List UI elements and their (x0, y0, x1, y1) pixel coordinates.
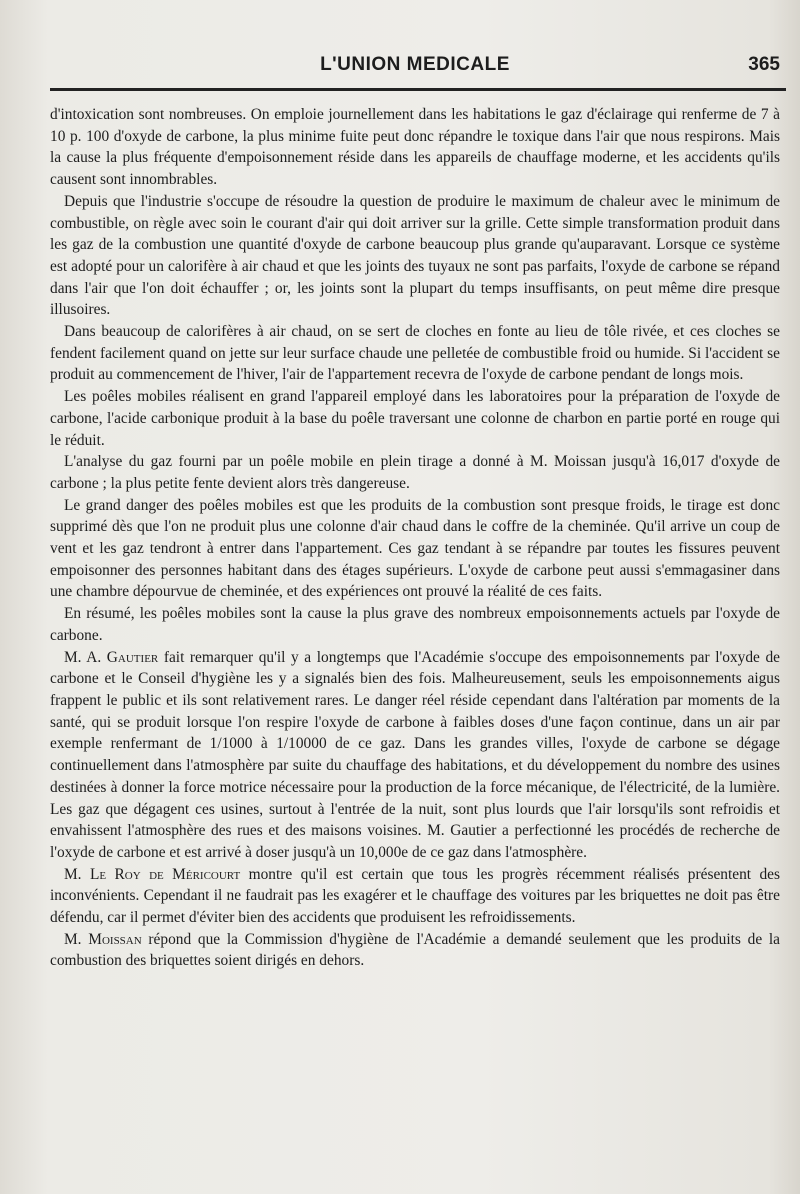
paragraph: En résumé, les poêles mobiles sont la cause la plus grave des nombreux empoisonnements actuels par l'oxyde de carbone. (50, 605, 780, 644)
speaker-name: M. Moissan (64, 930, 142, 948)
paragraph: Le grand danger des poêles mobiles est que les produits de la combustion sont presque froids, le tirage est donc supprimé dès que l'on ne produit plus une colonne d'air chaud dans le coffre de la cheminée. Qu'il arrive un coup de vent et les gaz tendront à entrer dans l'appartement. Ces gaz tendant à se répandre par toutes les fissures peuvent empoisonner des personnes habitant dans des étages supérieurs. L'oxyde de carbone peut aussi s'emmagasiner dans une chambre dépourvue de cheminée, et des expériences ont prouvé la réalité de ces faits. (50, 496, 780, 601)
paragraph: M. Le Roy de Méricourt montre qu'il est certain que tous les progrès récemment réalisés présentent des inconvénients. Cependant il ne faudrait pas les exagérer et le chauffage des voitures par les briquettes ne doit pas être défendu, car il permet d'éviter bien des accidents que produisent les refroidissements. (50, 865, 780, 927)
paragraph: d'intoxication sont nombreuses. On emploie journellement dans les habitations le gaz d'éclairage qui renferme de 7 à 10 p. 100 d'oxyde de carbone, la plus minime fuite peut donc répandre le toxique dans l'air que nous respirons. Mais la cause la plus fréquente d'empoisonnement réside dans les appareils de chauffage moderne, et les accidents qu'ils causent sont innombrables. (50, 106, 780, 189)
paragraph: Les poêles mobiles réalisent en grand l'appareil employé dans les laboratoires pour la préparation de l'oxyde de carbone, l'acide carbonique produit à la base du poêle traversant une colonne de charbon en partie porté en rouge qui le réduit. (50, 388, 780, 449)
paragraph: Depuis que l'industrie s'occupe de résoudre la question de produire le maximum de chaleur avec le minimum de combustible, on règle avec soin le courant d'air qui doit arriver sur la grille. Cette simple transformation produit dans les gaz de la combustion une quantité d'oxyde de carbone beaucoup plus grande qu'auparavant. Lorsque ce système est adopté pour un calorifère à air chaud et que les joints des tuyaux ne sont pas parfaits, l'oxyde de carbone se répand dans l'air que l'on doit échauffer ; or, les joints sont la plupart du temps insuffisants, on peut même dire presque illusoires. (50, 192, 780, 319)
paragraph: M. Moissan répond que la Commission d'hygiène de l'Académie a demandé seulement que les produits de la combustion des briquettes soient dirigés en dehors. (50, 930, 780, 970)
paragraph: L'analyse du gaz fourni par un poêle mobile en plein tirage a donné à M. Moissan jusqu'à 16,017 d'oxyde de carbone ; la plus petite fente devient alors très dangereuse. (50, 453, 780, 492)
header-rule (50, 88, 786, 91)
paragraph: Dans beaucoup de calorifères à air chaud, on se sert de cloches en fonte au lieu de tôle rivée, et ces cloches se fendent facilement quand on jette sur leur surface chaude une pelletée de combustible froid ou humide. Si l'accident se produit au commencement de l'hiver, l'air de l'appartement recevra de l'oxyde de carbone pendant de longs mois. (50, 323, 780, 384)
speaker-name: M. Le Roy de Méricourt (64, 865, 241, 883)
page-header (50, 50, 780, 80)
speaker-name: M. A. Gautier (64, 648, 159, 666)
running-title: L'UNION MEDICALE (320, 54, 510, 75)
article-body (50, 104, 780, 972)
paragraph: M. A. Gautier fait remarquer qu'il y a longtemps que l'Académie s'occupe des empoisonnements par l'oxyde de carbone et le Conseil d'hygiène les y a signalés bien des fois. Malheureusement, seuls les empoisonnements aigus frappent le public et ils sont relativement rares. Le danger réel réside cependant dans l'altération par moments de la santé, qui se produit lorsque l'on respire l'oxyde de carbone à faibles doses d'une façon continue, dans un air par exemple renfermant de 1/1000 à 1/10000 de ce gaz. Dans les grandes villes, l'oxyde de carbone se dégage continuellement dans l'atmosphère par suite du chauffage des habitations, et du développement du nombre des usines destinées à donner la force motrice nécessaire pour la production de la force mécanique, de l'électricité, de la lumière. Les gaz que dégagent ces usines, surtout à l'entrée de la nuit, sont plus lourds que l'air lorsqu'ils sont refroidis et envahissent l'atmosphère des rues et des maisons voisines. M. Gautier a perfectionné les procédés de recherche de l'oxyde de carbone et est arrivé à doser jusqu'à un 10,000e de ce gaz dans l'atmosphère. (50, 648, 780, 861)
page-number: 365 (748, 54, 780, 75)
